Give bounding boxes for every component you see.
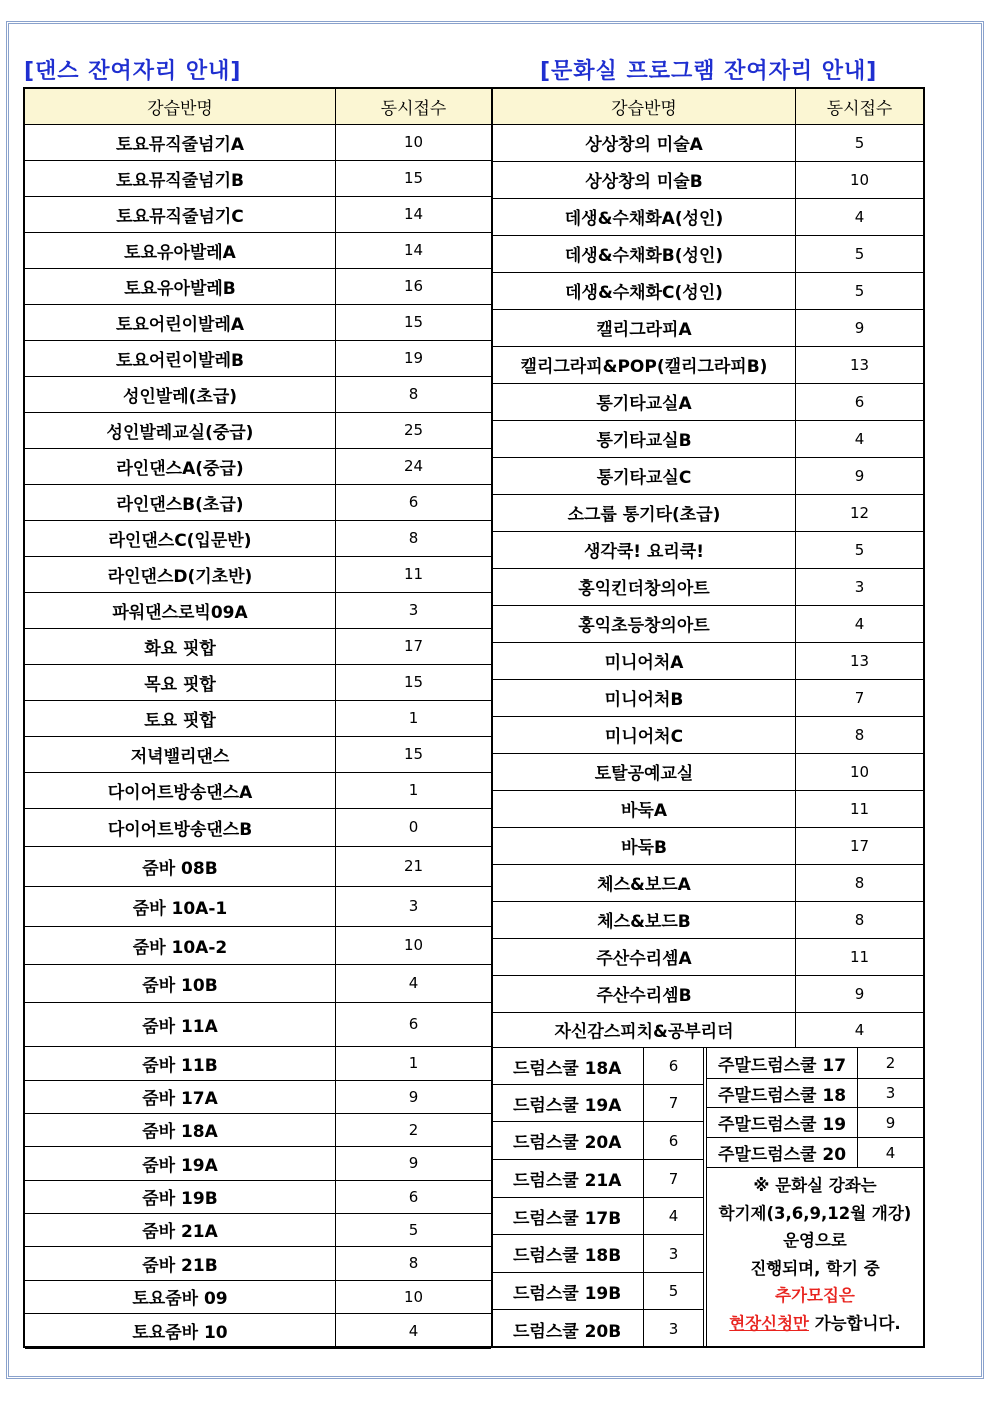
notice-line-6 — [707, 1310, 923, 1338]
dance-class-name: 파워댄스로빅09A — [112, 602, 248, 623]
dance-header-name: 강습반명 — [25, 89, 335, 124]
dance-class-count: 14 — [403, 241, 424, 259]
culture-class-count: 9 — [854, 466, 865, 485]
dance-class-name: 저녁밸리댄스 — [130, 746, 230, 767]
culture-class-name: 바둑B — [621, 838, 667, 858]
culture-class-count: 4 — [854, 1020, 865, 1039]
dance-class-count: 15 — [403, 169, 424, 187]
culture-class-count: 10 — [849, 170, 870, 189]
dance-class-count: 1 — [408, 1054, 419, 1072]
culture-class-name: 체스&보드A — [597, 875, 691, 895]
dance-class-count: 8 — [408, 1254, 419, 1272]
dance-class-name: 토요뮤직줄넘기A — [115, 134, 245, 155]
dance-class-name: 줌바 17A — [142, 1089, 218, 1109]
drum-class-count: 7 — [668, 1169, 679, 1188]
dance-class-count: 14 — [403, 205, 424, 223]
culture-class-name: 주산수리셈B — [596, 986, 692, 1006]
drum-class-name: 드럼스쿨 19A — [513, 1095, 622, 1116]
culture-class-count: 4 — [854, 614, 865, 633]
dance-class-count: 17 — [403, 637, 424, 655]
dance-class-count: 16 — [403, 277, 424, 295]
dance-class-name: 줌바 10B — [142, 975, 218, 996]
culture-class-count: 5 — [854, 133, 865, 152]
drum-class-name: 드럼스쿨 20A — [513, 1133, 622, 1153]
culture-class-count: 9 — [854, 318, 865, 337]
dance-class-name: 줌바 08B — [142, 858, 218, 879]
dance-class-count: 3 — [408, 897, 419, 915]
dance-class-count: 10 — [403, 936, 424, 954]
culture-table — [491, 87, 925, 1348]
dance-class-name: 라인댄스A(중급) — [116, 458, 244, 479]
dance-class-count: 15 — [403, 745, 424, 763]
notice-line-4: 진행되며, 학기 중 — [750, 1258, 880, 1278]
culture-class-count: 4 — [854, 207, 865, 226]
weekend-drum-name: 주말드럼스쿨 18 — [717, 1085, 847, 1106]
notice-line-2: 학기제(3,6,9,12월 개강) — [718, 1203, 912, 1223]
culture-class-name: 자신감스피치&공부리더 — [554, 1022, 734, 1042]
drum-class-count: 4 — [668, 1207, 679, 1225]
dance-class-count: 11 — [403, 565, 424, 583]
dance-table — [23, 87, 493, 1348]
dance-class-count: 0 — [408, 818, 419, 836]
dance-class-count: 8 — [408, 385, 419, 403]
dance-class-name: 라인댄스B(초급) — [116, 494, 244, 515]
row-divider — [707, 1167, 923, 1168]
drum-class-count: 6 — [668, 1131, 679, 1150]
culture-class-name: 체스&보드B — [597, 912, 691, 932]
dance-class-name: 성인발레교실(중급) — [106, 422, 254, 443]
culture-class-count: 5 — [854, 244, 865, 263]
dance-class-name: 목요 핏합 — [144, 674, 216, 695]
culture-class-name: 홍익킨더창의아트 — [578, 579, 710, 599]
culture-class-name: 바둑A — [620, 801, 667, 821]
culture-class-name: 소그룹 통기타(초급) — [567, 505, 721, 525]
weekend-drum-name: 주말드럼스쿨 19 — [717, 1115, 847, 1135]
dance-class-name: 다이어트방송댄스A — [107, 782, 253, 803]
dance-class-name: 토요뮤직줄넘기C — [116, 206, 244, 227]
culture-class-name: 미니어처C — [604, 727, 684, 747]
weekend-drum-count: 2 — [885, 1054, 896, 1072]
dance-class-count: 10 — [403, 1287, 424, 1306]
dance-class-count: 6 — [408, 493, 419, 511]
culture-class-count: 7 — [854, 688, 865, 707]
dance-class-count: 1 — [408, 709, 419, 727]
culture-class-count: 13 — [849, 651, 870, 670]
dance-class-name: 줌바 11A — [142, 1016, 218, 1037]
culture-class-name: 데생&수채화C(성인) — [565, 283, 723, 303]
drum-class-count: 6 — [668, 1057, 679, 1075]
culture-class-name: 통기타교실A — [596, 394, 692, 414]
culture-class-name: 통기타교실B — [596, 431, 692, 451]
weekend-drum-count: 9 — [885, 1113, 896, 1132]
dance-class-name: 토요 핏합 — [144, 710, 216, 731]
dance-class-count: 10 — [403, 133, 424, 151]
culture-class-count: 12 — [849, 503, 870, 522]
dance-class-count: 6 — [408, 1187, 419, 1206]
dance-class-name: 다이어트방송댄스B — [107, 819, 253, 840]
dance-class-name: 줌바 10A-2 — [132, 937, 228, 958]
culture-class-count: 4 — [854, 429, 865, 448]
culture-class-name: 상상창의 미술B — [585, 172, 703, 192]
culture-class-name: 미니어처B — [604, 690, 684, 710]
culture-class-count: 8 — [854, 725, 865, 744]
row-divider — [25, 1348, 491, 1349]
culture-class-count: 11 — [849, 947, 870, 966]
culture-class-name: 미니어처A — [604, 653, 684, 673]
culture-class-name: 주산수리셈A — [596, 949, 692, 969]
culture-class-name: 캘리그라피&POP(캘리그라피B) — [520, 357, 768, 377]
dance-class-count: 9 — [408, 1087, 419, 1106]
culture-header-count: 동시접수 — [796, 89, 923, 124]
dance-class-name: 토요어린이발레B — [116, 350, 244, 371]
dance-class-count: 21 — [403, 857, 424, 875]
dance-class-count: 3 — [408, 601, 419, 619]
culture-class-count: 17 — [849, 836, 870, 855]
dance-class-count: 2 — [408, 1120, 419, 1139]
culture-class-name: 통기타교실C — [596, 468, 692, 488]
dance-class-name: 토요어린이발레A — [115, 314, 245, 335]
dance-class-name: 줌바 19A — [142, 1155, 218, 1176]
notice-highlight: 현장신청만 — [729, 1313, 809, 1333]
weekend-drum-name: 주말드럼스쿨 17 — [717, 1055, 847, 1076]
weekend-drum-name: 주말드럼스쿨 20 — [717, 1145, 847, 1165]
dance-class-count: 8 — [408, 529, 419, 547]
culture-class-name: 캘리그라피A — [596, 320, 692, 340]
culture-class-name: 데생&수채화B(성인) — [564, 246, 724, 266]
dance-class-name: 토요유아발레B — [124, 278, 236, 299]
culture-class-count: 8 — [854, 910, 865, 929]
notice-line-1: ※ 문화실 강좌는 — [753, 1176, 877, 1195]
culture-class-count: 5 — [854, 540, 865, 559]
dance-header-count: 동시접수 — [336, 89, 491, 124]
dance-class-name: 토요줌바 10 — [132, 1323, 228, 1343]
dance-class-count: 4 — [408, 974, 419, 992]
culture-notice — [707, 1170, 923, 1348]
culture-class-count: 5 — [854, 281, 865, 300]
weekend-drum-count: 4 — [885, 1143, 896, 1162]
dance-class-count: 5 — [408, 1220, 419, 1239]
dance-class-name: 줌바 11B — [142, 1055, 218, 1076]
culture-class-count: 13 — [849, 355, 870, 374]
notice-line-5: 추가모집은 — [775, 1286, 855, 1305]
drum-class-count: 7 — [668, 1094, 679, 1112]
culture-class-count: 11 — [849, 799, 870, 818]
drum-class-name: 드럼스쿨 20B — [513, 1321, 622, 1342]
dance-class-name: 줌바 10A-1 — [132, 898, 228, 919]
column-divider — [703, 1047, 704, 1348]
culture-class-name: 상상창의 미술A — [585, 135, 703, 155]
dance-class-name: 줌바 21B — [142, 1255, 218, 1276]
culture-class-name: 데생&수채화A(성인) — [564, 209, 724, 229]
culture-class-count: 8 — [854, 873, 865, 892]
dance-class-name: 라인댄스D(기초반) — [107, 566, 253, 587]
culture-class-count: 9 — [854, 984, 865, 1003]
notice-line-3: 운영으로 — [783, 1231, 847, 1250]
dance-class-count: 15 — [403, 313, 424, 331]
culture-class-name: 토탈공예교실 — [594, 764, 694, 784]
dance-class-name: 토요뮤직줄넘기B — [116, 170, 244, 191]
dance-class-count: 19 — [403, 349, 424, 367]
dance-class-count: 25 — [403, 421, 424, 439]
culture-title: [문화실 프로그램 잔여자리 안내] — [540, 59, 878, 84]
dance-class-name: 성인발레(초급) — [122, 386, 238, 407]
weekend-drum-count: 3 — [885, 1084, 896, 1102]
dance-class-name: 줌바 18A — [142, 1122, 218, 1142]
dance-class-name: 토요유아발레A — [124, 242, 236, 263]
drum-class-name: 드럼스쿨 18B — [513, 1246, 622, 1266]
dance-class-name: 화요 핏합 — [144, 638, 216, 659]
dance-class-name: 줌바 19B — [142, 1189, 218, 1209]
dance-class-count: 6 — [408, 1015, 419, 1033]
dance-class-count: 15 — [403, 673, 424, 691]
dance-class-count: 24 — [403, 457, 424, 475]
culture-class-count: 10 — [849, 762, 870, 781]
culture-class-count: 3 — [854, 577, 865, 596]
drum-class-name: 드럼스쿨 17B — [513, 1208, 622, 1229]
dance-class-name: 라인댄스C(입문반) — [108, 530, 252, 551]
drum-class-name: 드럼스쿨 21A — [513, 1171, 622, 1191]
dance-class-name: 토요줌바 09 — [132, 1289, 228, 1309]
drum-class-name: 드럼스쿨 19B — [513, 1283, 622, 1304]
drum-class-count: 5 — [668, 1282, 679, 1300]
dance-class-count: 4 — [408, 1321, 419, 1340]
dance-class-count: 9 — [408, 1154, 419, 1172]
drum-class-count: 3 — [668, 1244, 679, 1263]
drum-class-name: 드럼스쿨 18A — [513, 1058, 622, 1079]
dance-title: [댄스 잔여자리 안내] — [24, 59, 242, 84]
drum-class-count: 3 — [668, 1320, 679, 1338]
culture-class-name: 홍익초등창의아트 — [578, 616, 710, 636]
culture-class-name: 생각쿡! 요리쿡! — [584, 542, 704, 562]
dance-class-name: 줌바 21A — [142, 1222, 218, 1242]
culture-header-name: 강습반명 — [493, 89, 795, 124]
dance-class-count: 1 — [408, 781, 419, 799]
notice-line-6-rest: 가능합니다. — [808, 1313, 901, 1333]
culture-class-count: 6 — [854, 392, 865, 411]
